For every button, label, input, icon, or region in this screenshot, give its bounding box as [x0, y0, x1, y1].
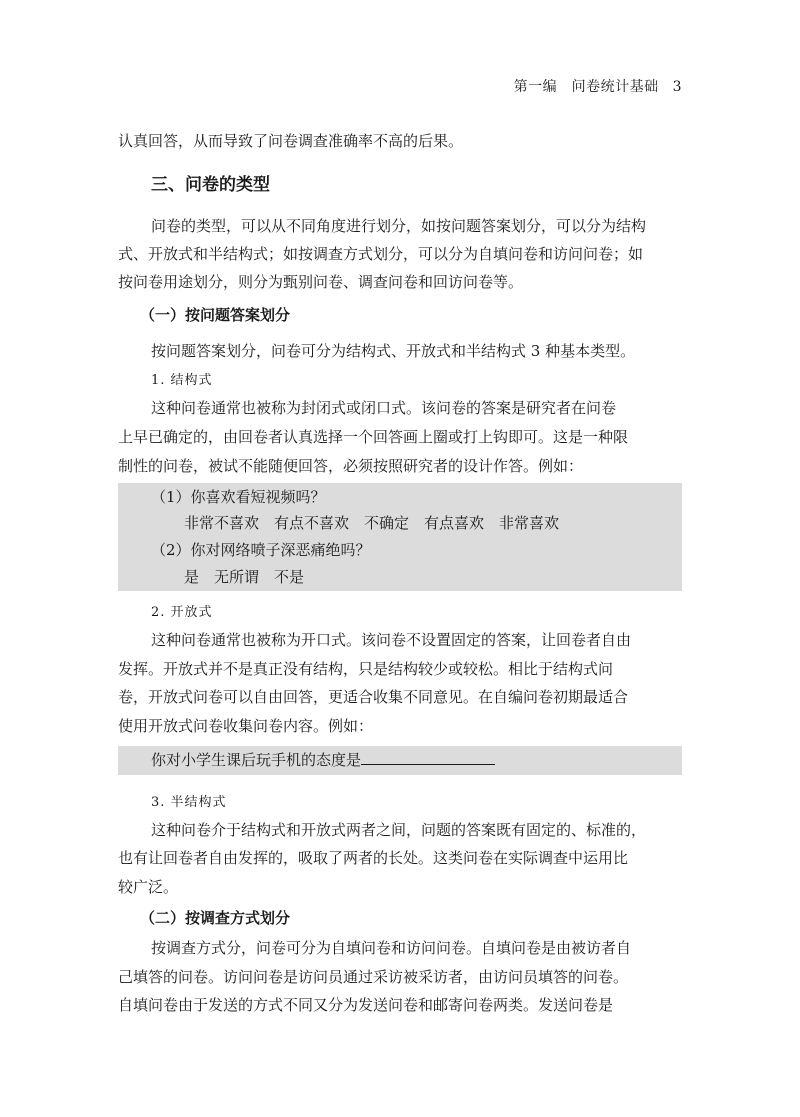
subsection-heading: （二）按调查方式划分 — [140, 909, 291, 927]
item-heading: 2. 开放式 — [151, 605, 213, 620]
open-question-prompt: 你对小学生课后玩手机的态度是 — [151, 751, 362, 769]
item-heading: 3. 半结构式 — [151, 795, 227, 810]
question-1: （1）你喜欢看短视频吗？ — [151, 488, 326, 506]
subsection-heading: （一）按问题答案划分 — [140, 306, 291, 324]
page-number: 3 — [672, 79, 682, 95]
body-line: 这种问卷通常也被称为开口式。该问卷不设置固定的答案，让回卷者自由 — [151, 631, 632, 649]
body-line: 上早已确定的，由回卷者认真选择一个回答画上圈或打上钩即可。这是一种限 — [118, 428, 629, 446]
question-1-options: 非常不喜欢 有点不喜欢 不确定 有点喜欢 非常喜欢 — [184, 514, 560, 532]
body-line: 发挥。开放式并不是真正没有结构，只是结构较少或较松。相比于结构式问 — [118, 660, 614, 678]
body-line: 制性的问卷，被试不能随便回答，必须按照研究者的设计作答。例如： — [118, 457, 584, 475]
body-line: 问卷的类型，可以从不同角度进行划分，如按问题答案划分，可以分为结构 — [151, 217, 647, 235]
answer-blank — [361, 750, 495, 765]
example-box-structured — [118, 483, 682, 591]
header-title: 第一编 问卷统计基础 — [513, 79, 659, 95]
section-heading: 三、问卷的类型 — [151, 175, 270, 195]
body-line: 这种问卷通常也被称为封闭式或闭口式。该问卷的答案是研究者在问卷 — [151, 399, 617, 417]
body-line: 认真回答，从而导致了问卷调查准确率不高的后果。 — [118, 132, 464, 150]
open-question — [151, 746, 717, 775]
body-line: 按问卷用途划分，则分为甄别问卷、调查问卷和回访问卷等。 — [118, 273, 524, 291]
body-line: 己填答的问卷。访问问卷是访问员通过采访被采访者，由访问员填答的问卷。 — [118, 968, 629, 986]
question-2: （2）你对网络喷子深恶痛绝吗？ — [151, 541, 371, 559]
body-line: 较广泛。 — [118, 878, 179, 896]
body-line: 这种问卷介于结构式和开放式两者之间，问题的答案既有固定的、标准的， — [151, 821, 647, 839]
body-line: 式、开放式和半结构式；如按调查方式划分，可以分为自填问卷和访问问卷；如 — [118, 245, 644, 263]
question-2-options: 是 无所谓 不是 — [184, 568, 305, 586]
body-line: 卷，开放式问卷可以自由回答，更适合收集不同意见。在自编问卷初期最适合 — [118, 688, 629, 706]
body-line: 自填问卷由于发送的方式不同又分为发送问卷和邮寄问卷两类。发送问卷是 — [118, 996, 614, 1014]
body-line: 也有让回卷者自由发挥的，吸取了两者的长处。这类问卷在实际调查中运用比 — [118, 849, 629, 867]
example-box-open — [118, 746, 682, 775]
running-header — [514, 76, 682, 96]
item-heading: 1. 结构式 — [151, 373, 213, 388]
body-line: 按调查方式分，问卷可分为自填问卷和访问问卷。自填问卷是由被访者自 — [151, 939, 632, 957]
body-line: 按问题答案划分，问卷可分为结构式、开放式和半结构式 3 种基本类型。 — [151, 342, 636, 360]
body-line: 使用开放式问卷收集问卷内容。例如： — [118, 717, 374, 735]
